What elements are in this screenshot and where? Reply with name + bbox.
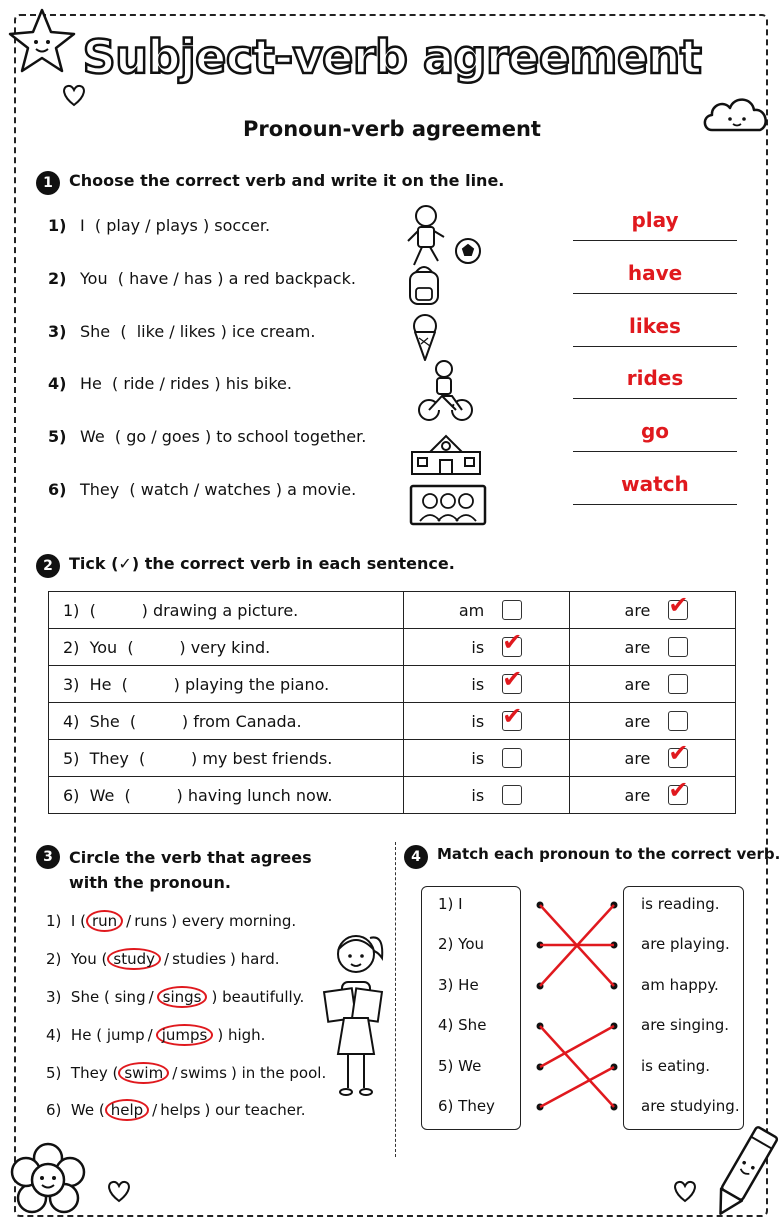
answer-text: likes [629,314,681,338]
item-suffix: ) hard. [230,950,280,968]
page-subtitle: Pronoun-verb agreement [243,117,541,141]
page-title: Subject-verb agreement [82,30,702,84]
item-sentence: He ( ride / rides ) his bike. [80,374,292,393]
section-heading-text: Match each pronoun to the correct verb. [437,845,781,863]
item-suffix: ) our teacher. [204,1101,306,1119]
section-number: 2 [36,554,60,578]
verb-option-2[interactable]: runs [134,912,168,930]
item-suffix: ) high. [217,1026,266,1044]
item-number: 5) [48,427,67,446]
section-heading-text: Tick (✓) the correct verb in each sentence. [69,554,455,573]
item-suffix: ) beautifully. [211,988,305,1006]
sentence-text: 5) They ( ) my best friends. [63,748,333,768]
section-heading-text: Choose the correct verb and write it on the line. [69,171,505,190]
option-label: are [624,674,651,694]
sentence-text: 6) We ( ) having lunch now. [63,785,333,805]
verb-item: are singing. [641,1016,730,1034]
verb-option-2[interactable]: swims [180,1064,227,1082]
sentence-text: 4) She ( ) from Canada. [63,711,302,731]
item-sentence: They ( watch / watches ) a movie. [80,480,357,499]
verb-item: is reading. [641,895,720,913]
separator: / [164,950,170,968]
separator: / [148,988,154,1006]
item-prefix: 6) We ( [46,1101,105,1119]
match-line [540,1026,614,1107]
match-line [540,1026,614,1067]
verb-item: is eating. [641,1057,711,1075]
option-label: are [624,785,651,805]
option-label: are [624,711,651,731]
item-sentence: You ( have / has ) a red backpack. [80,269,356,288]
pronoun-item: 1) I [438,895,463,913]
option-label: is [471,748,485,768]
pronoun-item: 3) He [438,976,479,994]
section-number: 4 [404,845,428,869]
section-heading-line1: Circle the verb that agrees [69,848,312,867]
item-number: 3) [48,322,67,341]
verb-option-2[interactable]: jumps [156,1024,214,1046]
item-number: 1) [48,216,67,235]
item-sentence: We ( go / goes ) to school together. [80,427,367,446]
check-icon: ✔ [502,628,523,656]
section-heading-line2: with the pronoun. [69,873,231,892]
pronoun-item: 4) She [438,1016,487,1034]
answer-text: have [627,261,683,285]
option-label: is [471,674,485,694]
verb-option-1[interactable]: run [86,910,123,932]
option-label: is [471,711,485,731]
item-suffix: ) every morning. [171,912,297,930]
option-label: are [624,637,651,657]
verb-item: are playing. [641,935,730,953]
option-label: is [471,785,485,805]
check-icon: ✔ [668,739,689,767]
check-icon: ✔ [668,591,689,619]
separator: / [152,1101,158,1119]
item-number: 4) [48,374,67,393]
sentence-text: 2) You ( ) very kind. [63,637,271,657]
verb-option-1[interactable]: sing [114,988,146,1006]
item-sentence: I ( play / plays ) soccer. [80,216,271,235]
verb-option-1[interactable]: swim [118,1062,169,1084]
item-number: 6) [48,480,67,499]
item-prefix: 5) They ( [46,1064,119,1082]
verb-item: am happy. [641,976,719,994]
section-number: 3 [36,845,60,869]
match-line [540,1067,614,1107]
verb-option-1[interactable]: help [105,1099,149,1121]
item-prefix: 3) She ( [46,988,115,1006]
option-label: are [624,748,651,768]
answer-text: watch [621,472,689,496]
answer-text: go [640,419,670,443]
item-number: 2) [48,269,67,288]
check-icon: ✔ [502,702,523,730]
check-icon: ✔ [502,665,523,693]
verb-option-1[interactable]: jump [106,1026,145,1044]
verb-item: are studying. [641,1097,740,1115]
pronoun-item: 6) They [438,1097,495,1115]
check-icon: ✔ [668,776,689,804]
item-suffix: ) in the pool. [230,1064,327,1082]
item-prefix: 2) You ( [46,950,108,968]
section-number: 1 [36,171,60,195]
item-sentence: She ( like / likes ) ice cream. [80,322,316,341]
verb-option-1[interactable]: study [107,948,161,970]
pronoun-item: 2) You [438,935,485,953]
option-label: are [624,600,651,620]
separator: / [147,1026,153,1044]
sentence-text: 1) ( ) drawing a picture. [63,600,299,620]
verb-option-2[interactable]: studies [172,950,227,968]
sentence-text: 3) He ( ) playing the piano. [63,674,330,694]
item-prefix: 4) He ( [46,1026,107,1044]
option-label: is [471,637,485,657]
separator: / [172,1064,178,1082]
item-prefix: 1) I ( [46,912,86,930]
pronoun-item: 5) We [438,1057,482,1075]
option-label: am [458,600,485,620]
answer-text: rides [626,366,684,390]
answer-text: play [631,208,679,232]
separator: / [126,912,132,930]
verb-option-2[interactable]: helps [160,1101,201,1119]
verb-option-2[interactable]: sings [157,986,208,1008]
